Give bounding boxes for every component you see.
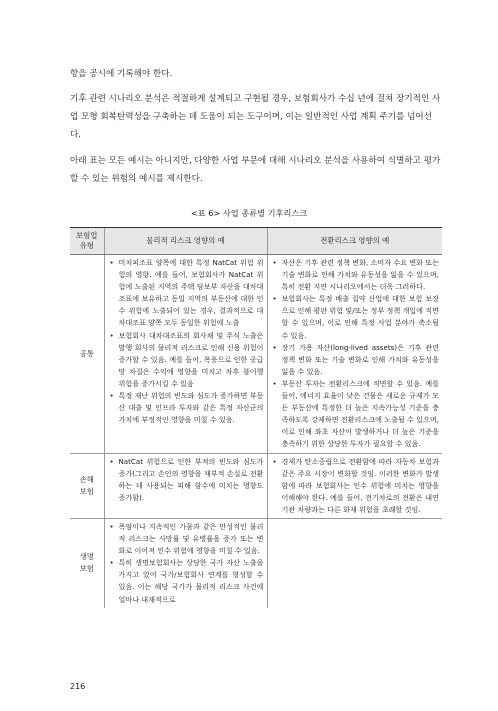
bullet-icon: •	[272, 258, 277, 267]
bullet-icon: •	[272, 294, 277, 304]
insurance-type-cell: 손해보험	[70, 453, 104, 518]
list-item-text: 보험회사 대차대조표의 회사채 및 주식 노출은 발행 회사의 물리적 리스크로 인해 신용 위험이 증가할 수 있음. 예를 들어, 폭풍으로 인한 공급망 차질은 수익에 영향을 미치고 차후 불이행 위험을 증가시킬 수 있음	[118, 330, 264, 388]
physical-risk-list	[109, 521, 264, 606]
list-item	[272, 293, 440, 341]
table-row	[70, 518, 442, 607]
list-item	[109, 521, 264, 557]
transition-risk-list	[272, 257, 440, 451]
body-paragraph-1: 항을 공시에 기록해야 한다.	[70, 69, 173, 79]
list-item	[109, 390, 264, 426]
list-item	[109, 330, 264, 390]
list-item	[272, 456, 440, 516]
header-insurance-type: 보험업 유형	[70, 228, 104, 255]
transition-risk-cell	[267, 453, 442, 518]
transition-risk-cell	[267, 255, 442, 454]
bullet-icon: •	[109, 391, 114, 401]
list-item-text: 자산은 기후 관련 정책 변화, 소비자 수요 변화 또는 기술 변화로 인해 가치와 유동성을 잃을 수 있으며, 특히 전환 지연 시나리오에서는 더욱 그러하다.	[281, 258, 439, 292]
list-item-text: 특히 생명보험회사는 상당한 국가 자산 노출을 가지고 있어 국가/보험회사 연계를 형성할 수 있음. 이는 해당 국가가 물리적 리스크 사건에 얼마나 내재적으로	[118, 558, 264, 604]
list-item-text: 폭염이나 지속적인 가뭄과 같은 만성적인 물리적 리스크는 사망률 및 유병률을 증가 또는 변화로 이어져 인수 위험에 영향을 미칠 수 있음.	[118, 521, 264, 556]
physical-risk-cell	[104, 453, 267, 518]
list-item	[109, 557, 264, 605]
physical-risk-list	[109, 257, 264, 426]
insurance-type-cell: 생명보험	[79, 552, 94, 574]
list-item-text: 미처피조표 양쪽에 대한 특정 NatCat 위험 위험의 영향. 예를 들어, 보험회사가 NatCat 위험에 노출된 지역의 주택 담보부 자산을 대차대조표에 보유하고 동일 지역의 부동산에 대한 인수 위험에 노출되어 있는 경우, 결과적으로 대차대조표 양쪽 모두 동일한 위험에 노출	[118, 258, 264, 328]
list-item-text: 특정 재난 위험의 빈도와 심도가 증가하면 부동산 대출 및 인프라 투자와 같은 특정 자산군의 가치에 부정적인 영향을 미칠 수 있음.	[118, 391, 264, 425]
bullet-icon: •	[272, 378, 277, 388]
header-transition-risk: 전환리스크 영향의 예	[267, 228, 442, 255]
body-paragraph-2: 기후 관련 시나리오 분석은 적절하게 설계되고 구현될 경우, 보험회사가 수십 년에 걸쳐 장기적인 사업 모형 회복탄력성을 구축하는 데 도움이 되는 도구이며, 이는 일반적인 사업 계획 주기를 넘어선다.	[70, 94, 441, 140]
table-row	[70, 255, 442, 454]
list-item-text: 장기 가용 자산(long-lived assets)은 기후 관련 정책 변화 또는 기술 변화로 인해 가치와 유동성을 잃을 수 있음.	[281, 342, 439, 376]
transition-risk-cell	[267, 518, 442, 607]
list-item-text: NatCat 위험으로 인한 부져의 빈도와 심도가 증가(그리고 손인의 영향을 재부적 손실로 전환하는 데 사용되는 피해 함수에 미치는 영향도 증가함).	[118, 456, 264, 502]
bullet-icon: •	[109, 558, 114, 568]
table-row	[70, 453, 442, 518]
bullet-icon: •	[109, 258, 114, 267]
insurance-type-cell: 공통	[70, 255, 104, 454]
list-item-text: 경제가 탄소중립으로 전환함에 따라 자동차 보험과 같은 주요 시장이 변화할 것임. 이러한 변화가 발생함에 따라 보험회사는 인수 위험에 미치는 영향을 이해해야 한다. 예를 들어, 전기차로의 전환은 내연기관 차량과는 다른 화재 위험을 초래할 것임.	[281, 456, 439, 514]
physical-risk-cell	[104, 518, 267, 607]
table-body	[70, 255, 442, 608]
bullet-icon: •	[109, 521, 114, 531]
bullet-icon: •	[109, 456, 114, 466]
page-number: 216	[70, 682, 86, 691]
transition-risk-list	[272, 456, 440, 516]
table-caption: <표 6> 사업 종류별 기후리스크	[190, 208, 308, 218]
physical-risk-cell	[104, 255, 267, 454]
list-item	[272, 257, 440, 293]
table-header-row	[70, 228, 442, 255]
bullet-icon: •	[272, 456, 277, 466]
risk-table	[70, 227, 442, 608]
bullet-icon: •	[109, 330, 114, 340]
list-item	[109, 456, 264, 504]
bullet-icon: •	[272, 342, 277, 352]
list-item	[109, 257, 264, 330]
body-paragraph-3: 아래 표는 모든 예시는 아니지만, 다양한 사업 부문에 대해 시나리오 분석을 사용하여 식별하고 평가할 수 있는 위험의 예시를 제시한다.	[70, 156, 441, 184]
list-item	[272, 378, 440, 451]
header-physical-risk: 물리적 리스크 영향의 예	[104, 228, 267, 255]
physical-risk-list	[109, 456, 264, 504]
list-item-text: 보험회사는 특정 배출 집약 산업에 대한 보험 보장으로 인해 평판 위험 및/또는 정부 정책 개입에 직면할 수 있으며, 이로 인해 특정 사업 분야가 축소될 수 있음.	[281, 294, 439, 340]
list-item	[272, 342, 440, 378]
list-item-text: 부동산 투자는 전환리스크에 직면할 수 있음. 예를 들어, 에너지 효율이 낮은 건물은 새로운 규제가 모든 부동산에 특정한 더 높은 지속가능성 기준을 충족하도록 강제하면 전환리스크에 노출될 수 있으며, 이로 인해 좌초 자산이 발생하거나 더 높은 기준을 충족하기 위한 상당한 투자가 필요할 수 있음.	[281, 378, 439, 449]
